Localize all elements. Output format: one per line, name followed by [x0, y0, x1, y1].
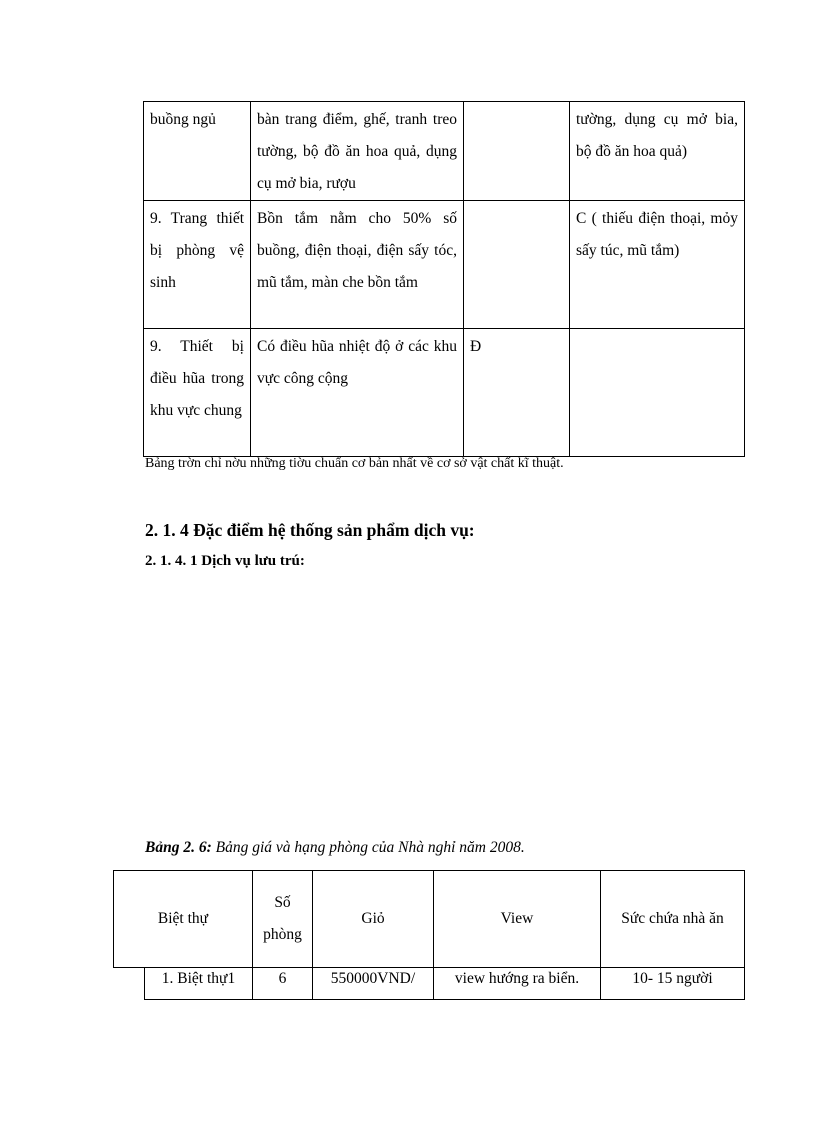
table-cell — [464, 102, 570, 201]
table-cell: buồng ngủ — [144, 102, 251, 201]
column-header: Sức chứa nhà ăn — [601, 871, 745, 968]
table-cell: 10- 15 người — [601, 968, 745, 1000]
table-note: Bảng trờn chỉ nờu những tiờu chuẩn cơ bản nhất về cơ sở vật chất kĩ thuật. — [145, 456, 564, 471]
column-header: Số phòng — [253, 871, 313, 968]
caption-text: Bảng giá và hạng phòng của Nhà nghỉ năm 2008. — [211, 839, 525, 856]
table-cell: view hướng ra biển. — [434, 968, 601, 1000]
table-row — [144, 102, 745, 201]
table-cell: Bồn tắm nằm cho 50% số buồng, điện thoại, điện sấy tóc, mũ tắm, màn che bồn tắm — [251, 201, 464, 329]
table-caption — [145, 839, 525, 857]
table-cell: 1. Biệt thự1 — [145, 968, 253, 1000]
table-cell — [570, 329, 745, 457]
facilities-table — [143, 101, 745, 457]
price-table — [113, 870, 745, 1000]
table-cell: Đ — [464, 329, 570, 457]
table-row — [144, 329, 745, 457]
table-cell: 550000VND/ — [313, 968, 434, 1000]
table-cell: C ( thiếu điện thoại, mỏy sấy túc, mũ tắm) — [570, 201, 745, 329]
section-heading: 2. 1. 4 Đặc điểm hệ thống sản phẩm dịch vụ: — [145, 520, 475, 540]
table-cell: 9. Thiết bị điều hũa trong khu vực chung — [144, 329, 251, 457]
caption-label: Bảng 2. 6: — [145, 839, 212, 856]
table-cell: tường, dụng cụ mở bia, bộ đồ ăn hoa quả) — [570, 102, 745, 201]
table-spacer — [114, 968, 145, 1000]
table-row — [144, 201, 745, 329]
table-cell: Có điều hũa nhiệt độ ở các khu vực công cộng — [251, 329, 464, 457]
table-row — [114, 968, 745, 1000]
table-header-row — [114, 871, 745, 968]
column-header: Biệt thự — [114, 871, 253, 968]
subsection-heading: 2. 1. 4. 1 Dịch vụ lưu trú: — [145, 553, 305, 569]
table-cell — [464, 201, 570, 329]
column-header: View — [434, 871, 601, 968]
column-header: Giỏ — [313, 871, 434, 968]
table-cell: 6 — [253, 968, 313, 1000]
table-cell: 9. Trang thiết bị phòng vệ sinh — [144, 201, 251, 329]
table-cell: bàn trang điểm, ghế, tranh treo tường, bộ đồ ăn hoa quả, dụng cụ mở bia, rượu — [251, 102, 464, 201]
